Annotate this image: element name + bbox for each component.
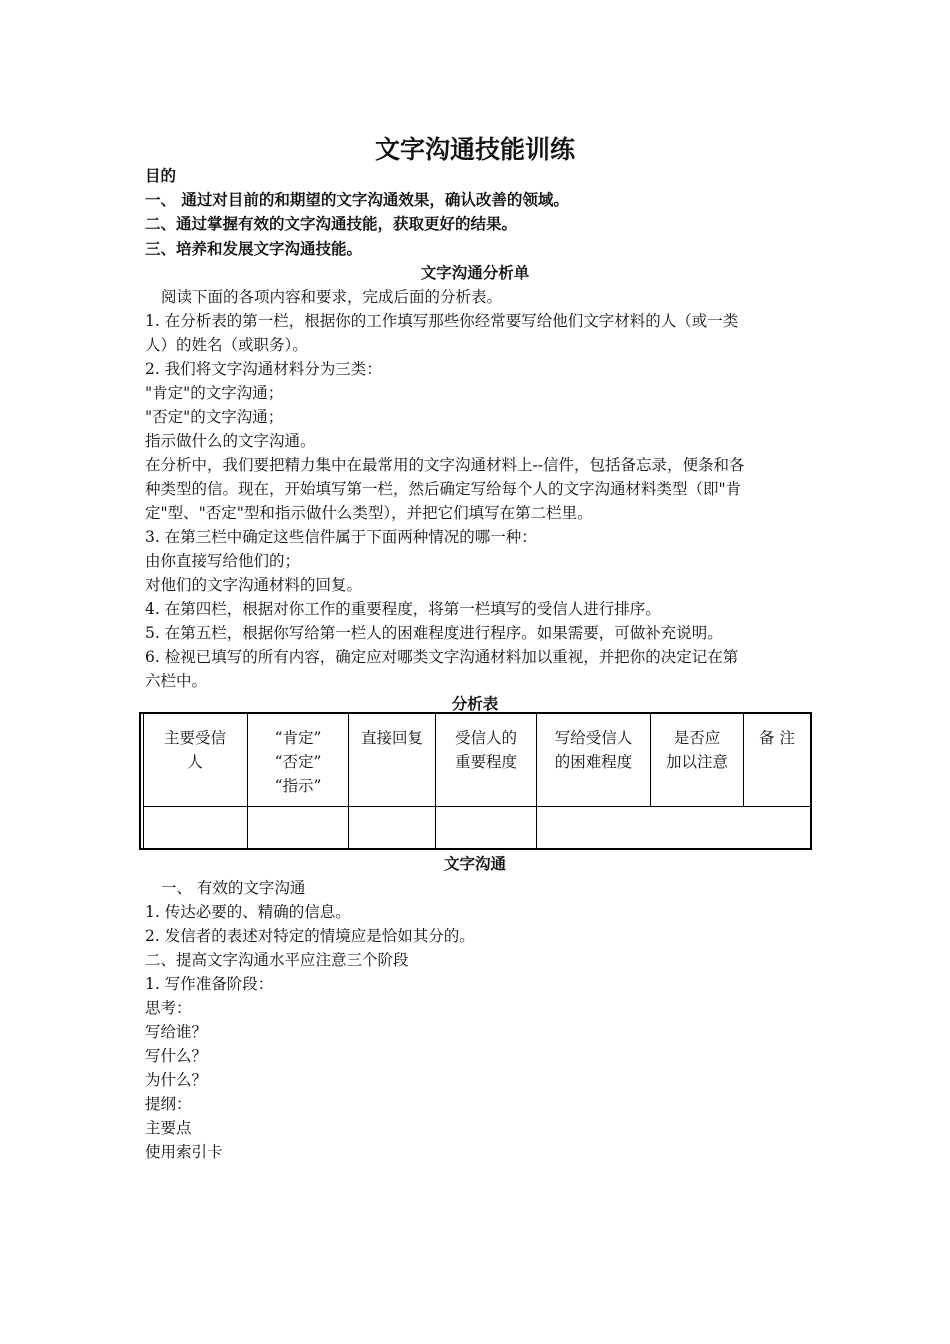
objective-item: 二、通过掌握有效的文字沟通技能，获取更好的结果。 (145, 215, 518, 233)
communication-line: 提纲： (145, 1095, 192, 1113)
header-text: “否定” (274, 753, 322, 771)
table-input-cell[interactable] (248, 808, 348, 848)
analysis-line: 2. 我们将文字沟通材料分为三类： (145, 360, 382, 378)
table-header-cell (349, 714, 435, 806)
header-text: 备 注 (759, 729, 795, 747)
analysis-line: 1. 在分析表的第一栏，根据你的工作填写那些你经常要写给他们文字材料的人（或一类 (145, 312, 739, 330)
table-input-cell[interactable] (538, 808, 810, 848)
communication-line: 2. 发信者的表述对特定的情境应是恰如其分的。 (145, 927, 475, 945)
analysis-line: 在分析中，我们要把精力集中在最常用的文字沟通材料上--信件，包括备忘录，便条和各 (145, 456, 745, 474)
table-header-cell (436, 714, 536, 806)
analysis-line: 6. 检视已填写的所有内容，确定应对哪类文字沟通材料加以重视，并把你的决定记在第 (145, 648, 739, 666)
table-header-cell (143, 714, 247, 806)
analysis-sheet-heading: 文字沟通分析单 (420, 264, 530, 282)
communication-line: 1. 传达必要的、精确的信息。 (145, 903, 351, 921)
header-text: 受信人的 (454, 729, 517, 747)
analysis-line: 阅读下面的各项内容和要求，完成后面的分析表。 (161, 288, 503, 306)
table-divider (650, 714, 651, 806)
analysis-line: 种类型的信。现在，开始填写第一栏，然后确定写给每个人的文字沟通材料类型（即"肯 (145, 480, 742, 498)
header-text: 写给受信人 (554, 729, 633, 747)
objective-item: 三、培养和发展文字沟通技能。 (145, 240, 363, 258)
analysis-line: 定"型、"否定"型和指示做什么类型），并把它们填写在第二栏里。 (145, 504, 593, 522)
table-divider (810, 714, 811, 848)
header-text: 重要程度 (454, 753, 517, 771)
communication-line: 写给谁？ (145, 1023, 208, 1041)
communication-line: 思考： (145, 999, 192, 1017)
communication-line: 1. 写作准备阶段： (145, 975, 274, 993)
header-text: 是否应 (673, 729, 721, 747)
table-header-cell (248, 714, 348, 806)
table-input-cell[interactable] (437, 808, 536, 848)
analysis-line: 指示做什么的文字沟通。 (145, 432, 316, 450)
analysis-table (139, 712, 812, 850)
objective-item: 一、 通过对目前的和期望的文字沟通效果，确认改善的领域。 (145, 191, 569, 209)
analysis-line: 4. 在第四栏，根据对你工作的重要程度，将第一栏填写的受信人进行排序。 (145, 600, 661, 618)
analysis-line: 六栏中。 (145, 672, 208, 690)
table-heading: 分析表 (451, 695, 499, 713)
header-text: 直接回复 (360, 729, 423, 747)
table-header-cell (651, 714, 743, 806)
table-divider (435, 714, 436, 848)
analysis-line: 对他们的文字沟通材料的回复。 (145, 576, 363, 594)
header-text: 的困难程度 (554, 753, 633, 771)
header-text: “指示” (274, 777, 322, 795)
header-text: 主要受信 (163, 729, 226, 747)
communication-heading: 文字沟通 (443, 855, 506, 873)
table-divider (536, 714, 537, 848)
table-input-cell[interactable] (144, 808, 247, 848)
communication-line: 写什么？ (145, 1047, 208, 1065)
page-title: 文字沟通技能训练 (374, 135, 575, 164)
analysis-line: "肯定"的文字沟通； (145, 384, 284, 402)
communication-line: 为什么？ (145, 1071, 208, 1089)
header-text: 加以注意 (665, 753, 728, 771)
analysis-line: 3. 在第三栏中确定这些信件属于下面两种情况的哪一种： (145, 528, 537, 546)
objectives-heading: 目的 (145, 167, 177, 185)
communication-line: 使用索引卡 (145, 1143, 223, 1161)
communication-line: 主要点 (145, 1119, 192, 1137)
table-divider (143, 806, 810, 807)
header-text: 人 (187, 753, 203, 771)
table-header-cell (537, 714, 650, 806)
communication-line: 二、提高文字沟通水平应注意三个阶段 (145, 951, 409, 969)
table-header-cell (744, 714, 810, 806)
analysis-line: 由你直接写给他们的； (145, 552, 301, 570)
header-text: “肯定” (274, 729, 322, 747)
table-divider (743, 714, 744, 806)
communication-line: 一、 有效的文字沟通 (161, 879, 306, 897)
analysis-line: 人）的姓名（或职务）。 (145, 336, 308, 354)
analysis-line: "否定"的文字沟通； (145, 408, 284, 426)
table-input-cell[interactable] (349, 808, 435, 848)
analysis-line: 5. 在第五栏，根据你写给第一栏人的困难程度进行程序。如果需要，可做补充说明。 (145, 624, 723, 642)
